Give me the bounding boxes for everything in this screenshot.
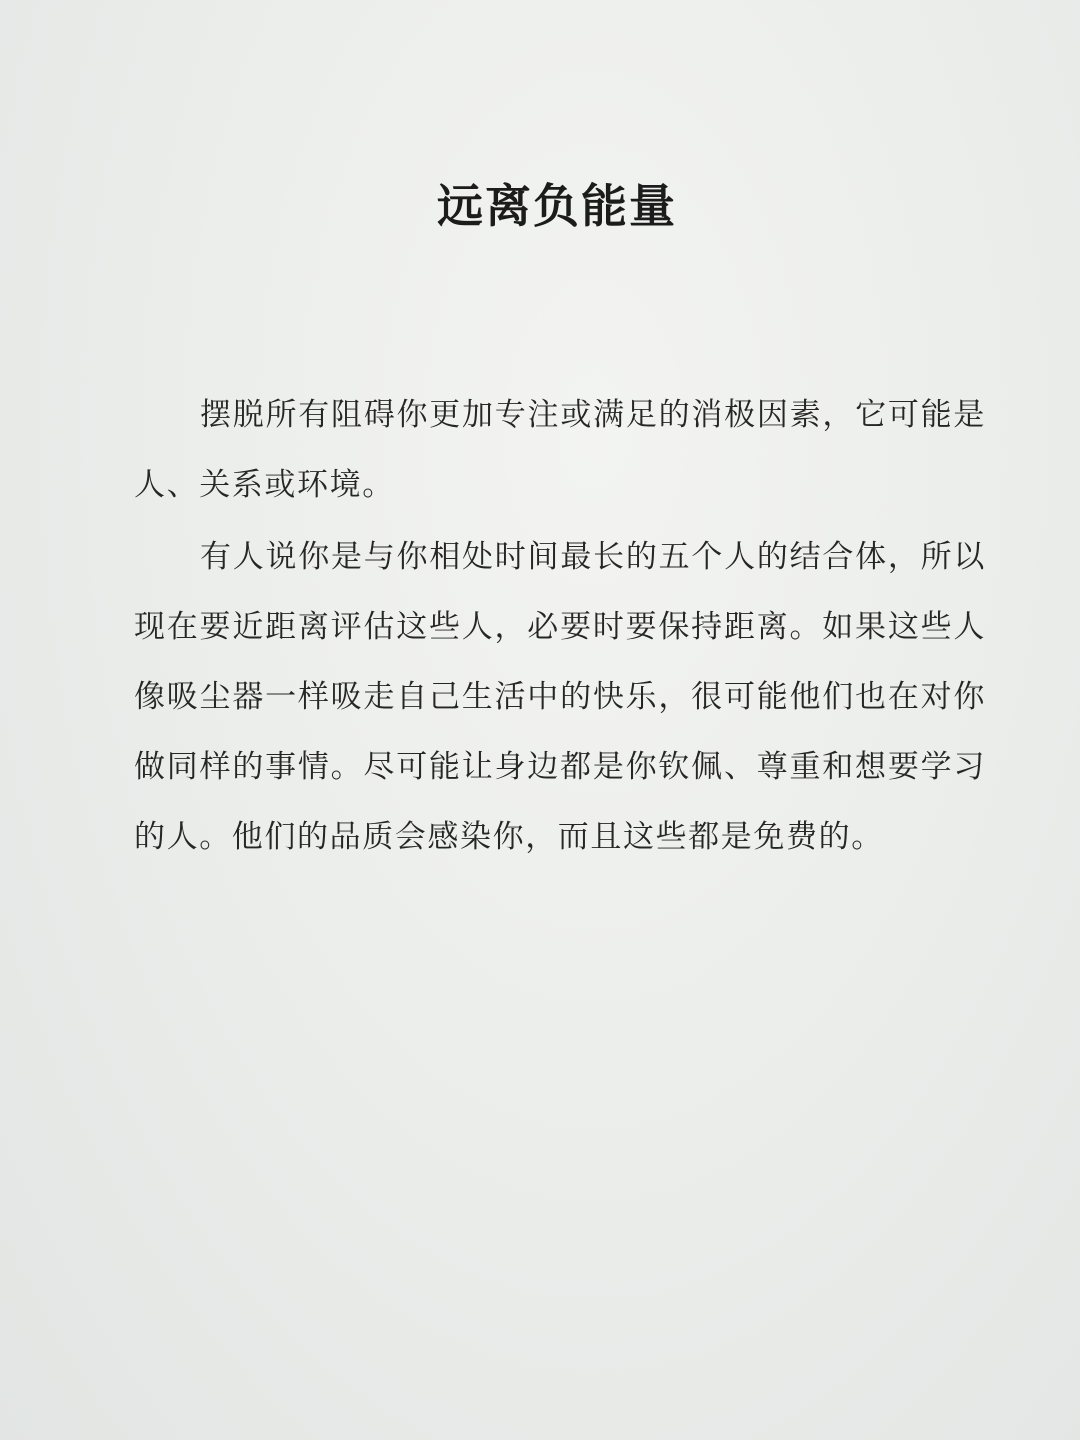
body-text bbox=[134, 380, 986, 874]
paragraph-1: 摆脱所有阻碍你更加专注或满足的消极因素，它可能是人、关系或环境。 bbox=[134, 397, 986, 503]
page-title: 远离负能量 bbox=[437, 179, 677, 233]
paragraph-2: 有人说你是与你相处时间最长的五个人的结合体，所以现在要近距离评估这些人，必要时要保持距离。如果这些人像吸尘器一样吸走自己生活中的快乐，很可能他们也在对你做同样的事情。尽可能让身边都是你钦佩、尊重和想要学习的人。他们的品质会感染你，而且这些都是免费的。 bbox=[134, 539, 986, 855]
